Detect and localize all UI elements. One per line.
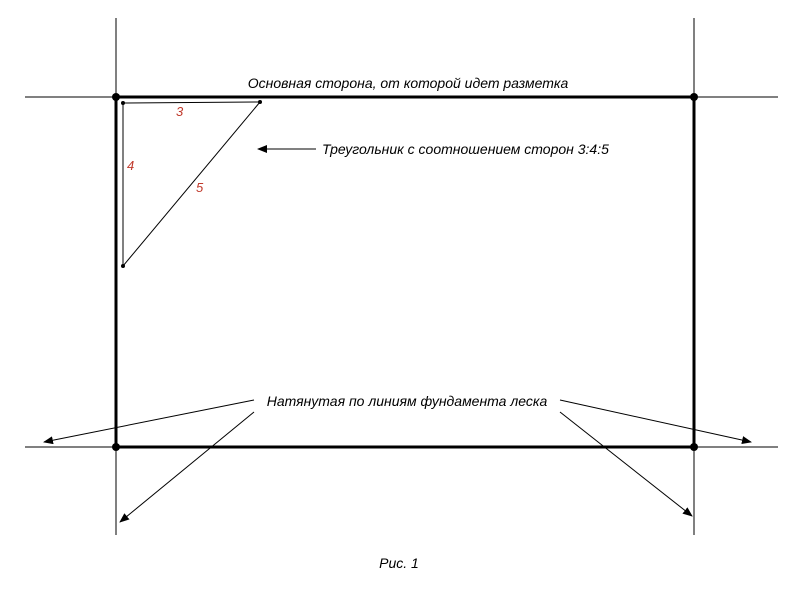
- string-arrow-left-far: [44, 400, 254, 442]
- corner-peg-bottom-left: [112, 443, 120, 451]
- triangle-vertex-right-angle: [121, 101, 125, 105]
- string-label: Натянутая по линиям фундамента леска: [266, 393, 548, 409]
- corner-peg-top-right: [690, 93, 698, 101]
- triangle-side-5: [123, 102, 260, 266]
- string-arrow-left-down: [120, 412, 254, 522]
- triangle-vertex-bottom: [121, 264, 125, 268]
- triangle-side-4-label: 4: [127, 158, 135, 173]
- triangle-side-5-label: 5: [196, 180, 204, 195]
- corner-peg-top-left: [112, 93, 120, 101]
- string-arrow-right-far: [560, 400, 751, 442]
- triangle-3-4-5: [123, 102, 260, 266]
- main-side-label: Основная сторона, от которой идет разметка: [247, 75, 569, 91]
- figure-caption: Рис. 1: [379, 555, 419, 571]
- string-arrow-right-down: [560, 412, 692, 516]
- pointer-arrows: [44, 149, 751, 522]
- corner-peg-bottom-right: [690, 443, 698, 451]
- triangle-vertex-top: [258, 100, 262, 104]
- triangle-side-3: [123, 102, 260, 103]
- triangle-side-3-label: 3: [176, 104, 184, 119]
- triangle-label: Треугольник с соотношением сторон 3:4:5: [322, 141, 609, 157]
